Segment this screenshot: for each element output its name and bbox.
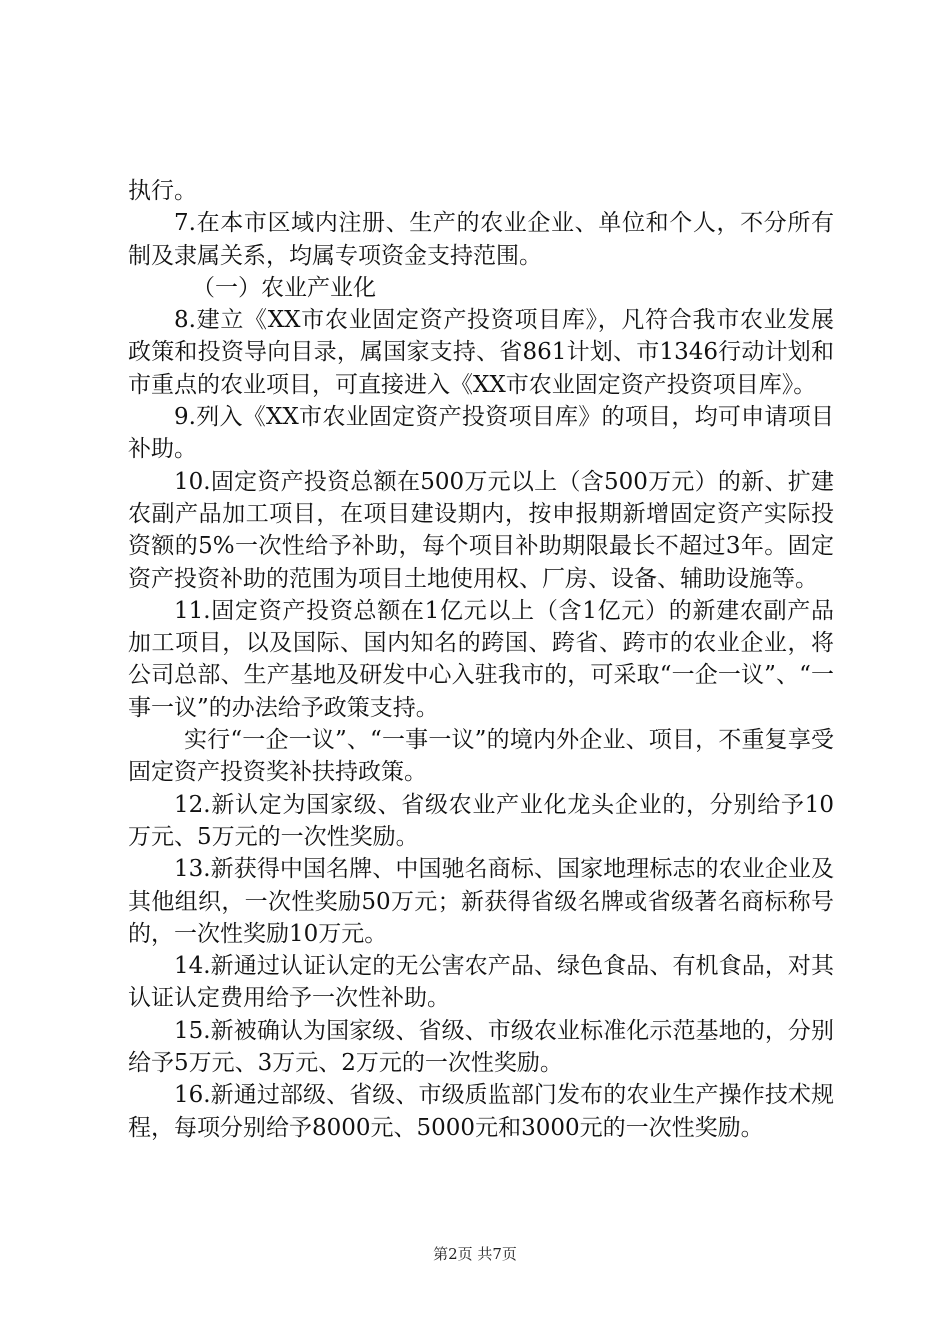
paragraph-item-12: 12.新认定为国家级、省级农业产业化龙头企业的，分别给予10万元、5万元的一次性奖励。	[128, 791, 834, 850]
document-body	[128, 175, 834, 1144]
paragraph-item-10: 10.固定资产投资总额在500万元以上（含500万元）的新、扩建农副产品加工项目，在项目建设期内，按申报期新增固定资产实际投资额的5%一次性给予补助，每个项目补助期限最长不超过3年。固定资产投资补助的范围为项目土地使用权、厂房、设备、辅助设施等。	[128, 468, 834, 592]
page-footer	[0, 1243, 950, 1264]
paragraph-item-7: 7.在本市区域内注册、生产的农业企业、单位和个人，不分所有制及隶属关系，均属专项资金支持范围。	[128, 210, 834, 269]
paragraph-continuation: 执行。	[128, 178, 197, 204]
paragraph-item-11-note: 实行“一企一议”、“一事一议”的境内外企业、项目，不重复享受固定资产投资奖补扶持政策。	[128, 727, 834, 786]
paragraph-item-8: 8.建立《XX市农业固定资产投资项目库》，凡符合我市农业发展政策和投资导向目录，属国家支持、省861计划、市1346行动计划和市重点的农业项目，可直接进入《XX市农业固定资产投资项目库》。	[128, 307, 834, 398]
paragraph-item-13: 13.新获得中国名牌、中国驰名商标、国家地理标志的农业企业及其他组织，一次性奖励50万元；新获得省级名牌或省级著名商标称号的，一次性奖励10万元。	[128, 856, 834, 947]
paragraph-item-9: 9.列入《XX市农业固定资产投资项目库》的项目，均可申请项目补助。	[128, 404, 834, 463]
paragraph-item-16: 16.新通过部级、省级、市级质监部门发布的农业生产操作技术规程，每项分别给予8000元、5000元和3000元的一次性奖励。	[128, 1082, 834, 1141]
paragraph-item-15: 15.新被确认为国家级、省级、市级农业标准化示范基地的，分别给予5万元、3万元、2万元的一次性奖励。	[128, 1017, 834, 1077]
section-heading: （一）农业产业化	[192, 274, 376, 301]
paragraph-item-14: 14.新通过认证认定的无公害农产品、绿色食品、有机食品，对其认证认定费用给予一次性补助。	[128, 953, 834, 1012]
paragraph-item-11: 11.固定资产投资总额在1亿元以上（含1亿元）的新建农副产品加工项目，以及国际、国内知名的跨国、跨省、跨市的农业企业，将公司总部、生产基地及研发中心入驻我市的，可采取“一企一议”、“一事一议”的办法给予政策支持。	[128, 597, 834, 721]
page-number-label: 第2页 共7页	[433, 1245, 517, 1263]
